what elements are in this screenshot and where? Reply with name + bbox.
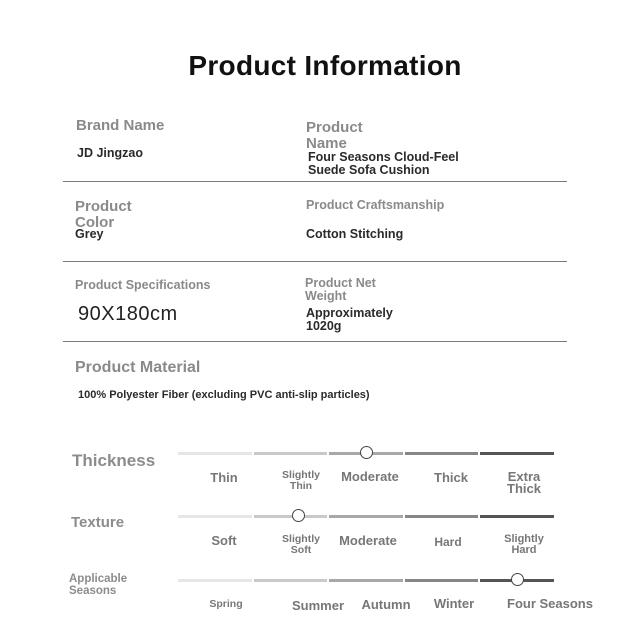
specifications-label: Product Specifications	[75, 278, 211, 292]
thickness-option: Slightly Thin	[282, 469, 320, 492]
track-segment	[329, 579, 403, 582]
seasons-label: Applicable Seasons	[69, 573, 128, 597]
slider-knob[interactable]	[511, 573, 524, 586]
craftsmanship-value: Cotton Stitching	[306, 227, 404, 241]
thickness-option: Extra Thick	[507, 469, 541, 496]
track-segment	[480, 515, 554, 518]
seasons-option: Four Seasons	[507, 596, 593, 611]
track-segment	[254, 515, 328, 518]
track-segment	[178, 579, 252, 582]
seasons-option: Winter	[433, 596, 475, 611]
page-title: Product Information	[188, 50, 462, 81]
texture-option: Soft	[211, 533, 237, 548]
track-segment	[480, 452, 554, 455]
thickness-label: Thickness	[72, 451, 156, 470]
slider-knob[interactable]	[360, 446, 373, 459]
track-segment	[254, 579, 328, 582]
brand-name-value: JD Jingzao	[77, 146, 143, 160]
texture-option: Slightly Hard	[504, 533, 544, 556]
product-color-label: Product Color	[75, 198, 132, 231]
net-weight-label: Product Net Weight	[305, 276, 376, 303]
material-label: Product Material	[75, 359, 201, 376]
texture-option: Moderate	[339, 533, 397, 548]
texture-option: Slightly Soft	[282, 533, 320, 556]
product-color-value: Grey	[75, 227, 104, 241]
thickness-option: Thick	[434, 470, 468, 485]
seasons-option: Spring	[209, 598, 243, 610]
track-segment	[329, 515, 403, 518]
craftsmanship-label: Product Craftsmanship	[306, 198, 445, 212]
track-segment	[178, 452, 252, 455]
track-segment	[405, 515, 479, 518]
product-name-label: Product Name	[306, 119, 363, 152]
thickness-slider[interactable]	[178, 452, 556, 455]
seasons-slider[interactable]	[178, 579, 556, 582]
track-segment	[254, 452, 328, 455]
brand-name-label: Brand Name	[76, 117, 165, 134]
thickness-option: Thin	[210, 470, 238, 485]
texture-option: Hard	[434, 535, 462, 549]
divider	[63, 261, 567, 262]
track-segment	[178, 515, 252, 518]
seasons-option: Autumn	[361, 597, 411, 612]
texture-label: Texture	[71, 514, 125, 531]
slider-knob[interactable]	[292, 509, 305, 522]
thickness-option: Moderate	[341, 469, 399, 484]
net-weight-value: Approximately 1020g	[306, 306, 393, 333]
divider	[63, 341, 567, 342]
texture-slider[interactable]	[178, 515, 556, 518]
divider	[63, 181, 567, 182]
seasons-option: Summer	[291, 598, 345, 613]
material-value: 100% Polyester Fiber (excluding PVC anti-slip particles)	[78, 389, 370, 401]
track-segment	[405, 452, 479, 455]
product-name-value: Four Seasons Cloud-Feel Suede Sofa Cushion	[308, 150, 459, 177]
specifications-value: 90X180cm	[78, 303, 178, 325]
track-segment	[405, 579, 479, 582]
